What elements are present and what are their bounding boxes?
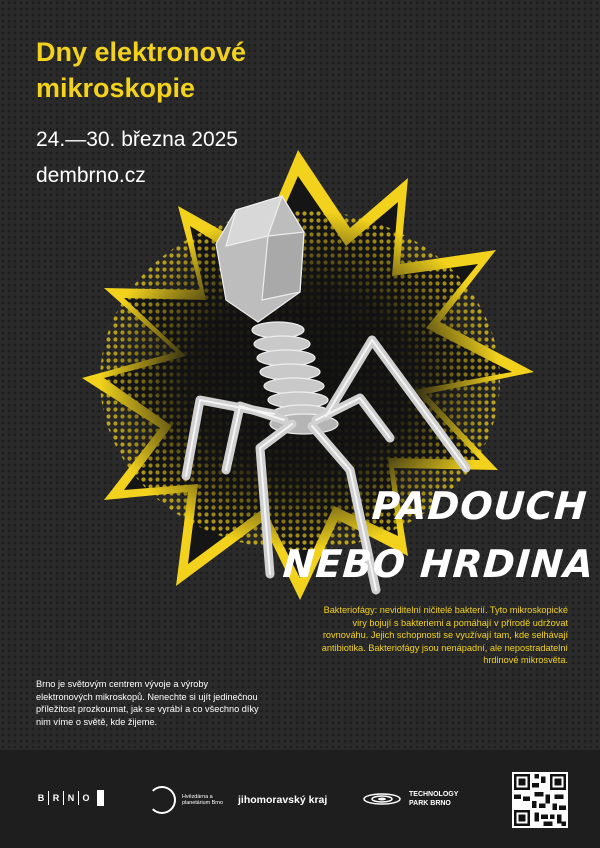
technology-park-line-1: TECHNOLOGY (409, 791, 459, 798)
brno-letter: O (82, 793, 90, 803)
brno-logo (34, 790, 104, 806)
headline-line-1: PADOUCH (370, 484, 589, 528)
event-title: Dny elektronové mikroskopie (36, 37, 247, 103)
bacteriophage-description: Bakteriofágy: neviditelní ničitelé bakterií. Tyto mikroskopické viry bojují s bakteriemi a pomáhají v přírodě udržovat rovnováhu. Jejich schopnosti se využívají tam, kde selhávají antibiotika. Bakteriofágy jsou nenápadní, ale nepostradatelní hrdinové mikrosvěta. (321, 605, 568, 666)
footer-logos (0, 750, 600, 848)
qr-code-icon[interactable] (512, 772, 568, 828)
brno-letter: B (37, 793, 45, 803)
brno-letter: R (52, 793, 60, 803)
planetarium-name: Hvězdárna a planetárium Brno (182, 793, 224, 806)
brno-block-icon (97, 790, 104, 806)
technology-park-icon (363, 792, 401, 806)
technology-park-logo (363, 790, 458, 808)
website-link[interactable]: dembrno.cz (36, 164, 146, 187)
brno-description: Brno je světovým centrem vývoje a výroby elektronových mikroskopů. Nenechte si ujít jedinečnou příležitost prozkoumat, jak se vyrábí a co všechno díky nim víme o světě, kde žijeme. (36, 679, 259, 727)
headline-line-2: NEBO HRDINA (281, 542, 596, 586)
planetarium-logo (148, 786, 232, 814)
technology-park-line-2: PARK BRNO (409, 800, 451, 807)
planetarium-ring-icon (148, 786, 176, 814)
brno-letter: N (67, 793, 75, 803)
region-logo: jihomoravský kraj (238, 794, 328, 806)
event-dates: 24.—30. března 2025 (36, 128, 238, 151)
